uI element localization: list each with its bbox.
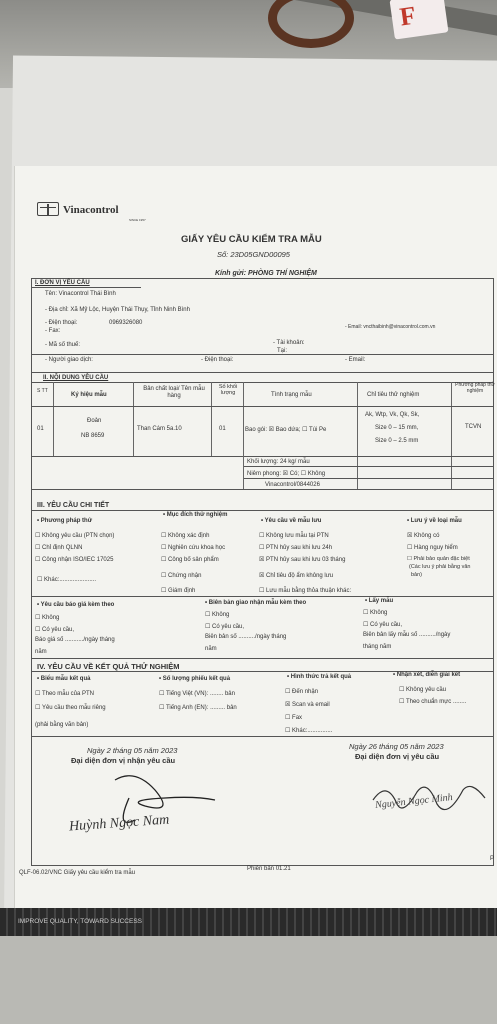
s4-sl-0: ☐ Tiếng Việt (VN): ........ bản	[159, 691, 235, 697]
s3-bb-2: Biên bản số ........../ngày tháng	[205, 634, 287, 640]
logo-subtext: SINCE 1957	[129, 218, 146, 222]
doc-number: Số: 23D05GND00095	[217, 250, 290, 259]
s3-luu-2: ☒ PTN hủy sau khi lưu 03 tháng	[259, 557, 346, 563]
s4-bm-1: ☐ Yêu cầu theo mẫu riêng	[35, 705, 106, 711]
r-so: 01	[219, 426, 226, 432]
signature-left	[75, 770, 225, 850]
s3-loai-title: • Lưu ý về loại mẫu	[407, 518, 462, 524]
s3-lm-0: ☐ Không	[363, 610, 388, 616]
s3-luu-4: ☐ Lưu mẫu bằng thỏa thuận khác:	[259, 588, 352, 594]
h-tinh-trang: Tình trạng mẫu	[271, 392, 312, 398]
h-phuong-phap: Phương pháp thử nghiệm	[455, 382, 495, 394]
s4-ht-title: • Hình thức trả kết quả	[287, 674, 352, 680]
s1-title: I. ĐƠN VỊ YÊU CẦU	[35, 280, 90, 286]
s3-lm-3: tháng năm	[363, 644, 392, 650]
rep-right: Đại diện đơn vị yêu cầu	[355, 752, 440, 761]
s3-md-4: ☐ Giám định	[161, 588, 196, 594]
r-ky-hieu-2: NB 8659	[81, 433, 105, 439]
col-line	[133, 382, 134, 456]
s3-bc-2: Báo giá số .........../ngày tháng	[35, 637, 115, 643]
s3-loai-0: ☒ Không có	[407, 533, 440, 539]
s3-loai-3: (Các lưu ý phải bằng văn	[409, 564, 471, 570]
s3-bb-0: ☐ Không	[205, 612, 230, 618]
col-line	[243, 382, 244, 456]
s1-mst: - Mã số thuế:	[45, 342, 81, 348]
s4-title: IV. YÊU CẦU VỀ KẾT QUẢ THỬ NGHIỆM	[37, 662, 180, 671]
rep-left: Đại diện đơn vị nhận yêu cầu	[71, 756, 176, 765]
r-ban-chat: Than Cám 5a.10	[137, 426, 182, 432]
s3-md-1: ☐ Nghiên cứu khoa học	[161, 545, 226, 551]
s3-lm-title: • Lấy mẫu	[365, 598, 394, 604]
s4-nx-1: ☐ Theo chuẩn mực ........	[399, 699, 467, 705]
col-line	[53, 382, 54, 456]
s3-md-3: ☐ Chứng nhận	[161, 573, 202, 579]
s3-pp-3: ☐ Khác:......................	[37, 577, 97, 583]
r-niem-phong: Niêm phong: ☒ Có; ☐ Không	[247, 471, 326, 477]
s3-md-0: ☐ Không xác định	[161, 533, 210, 539]
col-line	[243, 456, 244, 489]
s3-loai-1: ☐ Hàng nguy hiểm	[407, 545, 458, 551]
s4-sl-1: ☐ Tiếng Anh (EN): ......... bản	[159, 705, 237, 711]
row-line	[31, 456, 494, 457]
name-left: Huỳnh Ngọc Nam	[68, 812, 170, 835]
desk-bottom	[0, 936, 497, 1024]
s1-phone: 0969326080	[109, 320, 143, 326]
s3-luu-0: ☐ Không lưu mẫu tại PTN	[259, 533, 329, 539]
s3-bb-title: • Biên bản giao nhận mẫu kèm theo	[205, 600, 307, 606]
document-page	[14, 166, 497, 926]
s4-nx-title: • Nhận xét, diễn giải kết	[393, 672, 461, 678]
h-so: Số khối lượng	[218, 384, 238, 396]
col-line	[211, 382, 212, 456]
s1-tai-khoan: - Tài khoản:	[273, 340, 305, 346]
vinacontrol-logo	[37, 202, 59, 216]
s4-ht-1: ☒ Scan và email	[285, 702, 330, 708]
s3-lm-1: ☐ Có yêu cầu,	[363, 622, 403, 628]
s3-bc-title: • Yêu cầu báo giá kèm theo	[37, 602, 115, 608]
s4-sl-title: • Số lượng phiếu kết quả	[159, 676, 231, 682]
r-stt: 01	[37, 426, 44, 432]
col-line	[357, 382, 358, 489]
s3-pp-1: ☐ Chỉ định QLNN	[35, 545, 83, 551]
h-ban-chat: Bản chất loại/ Tên mẫu hàng	[143, 386, 205, 399]
s2-bottom	[31, 489, 494, 490]
s3-bb-1: ☐ Có yêu cầu,	[205, 624, 245, 630]
col-line	[451, 382, 452, 489]
s3-lm-2: Biên bản lấy mẫu số ........../ngày	[363, 632, 451, 638]
s1-bottom	[31, 372, 494, 373]
footer-version: Phiên bản 01.21	[247, 866, 291, 872]
slogan: IMPROVE QUALITY, TOWARD SUCCESS	[18, 918, 143, 925]
s4-nx-0: ☐ Không yêu cầu	[399, 687, 447, 693]
s1-nguoi-giao: - Người giao dịch:	[45, 357, 93, 363]
s1-tai: Tại:	[277, 348, 288, 354]
s3-luu-3: ☒ Chỉ tiêu độ ẩm không lưu	[259, 573, 334, 579]
row-line	[243, 466, 494, 467]
s1-ten: Tên: Vinacontrol Thái Bình	[45, 291, 116, 297]
s3-bc-0: ☐ Không	[35, 615, 60, 621]
s3-title: III. YÊU CẦU CHI TIẾT	[37, 502, 110, 509]
s1-dien-thoai2: - Điện thoại:	[201, 357, 234, 363]
s4-bm-2: (phải bằng văn bản)	[35, 722, 89, 728]
s3-luu-title: • Yêu cầu về mẫu lưu	[261, 518, 322, 524]
s3-pp-2: ☐ Công nhận ISO/IEC 17025	[35, 557, 114, 563]
s1-underline	[31, 287, 141, 288]
s4-ht-2: ☐ Fax	[285, 715, 303, 721]
logo-text: Vinacontrol	[63, 204, 119, 216]
s2-header-bottom	[31, 406, 494, 407]
r-chi-tieu-3: Size 0 – 2.5 mm	[375, 438, 419, 444]
s2-title: II. NỘI DUNG YÊU CẦU	[43, 375, 109, 381]
footer-band	[0, 908, 497, 936]
s3-bc-1: ☐ Có yêu cầu,	[35, 627, 75, 633]
kinh-gui: Kính gửi: PHÒNG THÍ NGHIỆM	[215, 270, 317, 277]
h-stt: S TT	[37, 388, 48, 394]
s1-divider	[31, 354, 494, 355]
s3-pp-title: • Phương pháp thử	[37, 518, 93, 524]
tag-letter: F	[397, 0, 418, 32]
s3-mid	[31, 596, 494, 597]
s3-bb-3: năm	[205, 646, 217, 652]
doc-title: GIẤY YÊU CẦU KIỂM TRA MẪU	[181, 234, 322, 245]
footer-code: QLF-06.02/VNC Giấy yêu cầu kiểm tra mẫu	[19, 870, 136, 876]
s1-dien-thoai: - Điện thoại:	[45, 320, 78, 326]
s1-dia-chi: - Địa chỉ: Xã Mỹ Lộc, Huyện Thái Thụy, Tỉnh Ninh Bình	[45, 307, 190, 313]
date-left: Ngày 2 tháng 05 năm 2023	[87, 746, 178, 755]
s4-ht-0: ☐ Đến nhận	[285, 689, 319, 695]
r-seal: Vinacontrol/0844026	[265, 482, 320, 488]
name-right: Nguyễn Ngọc Minh	[374, 791, 454, 812]
row-line	[243, 478, 494, 479]
s1-email2: - Email:	[345, 357, 366, 363]
r-khoi-luong: Khối lượng: 24 kg/ mẫu	[247, 459, 310, 465]
s1-fax: - Fax:	[45, 328, 61, 334]
s3-luu-1: ☐ PTN hủy sau khi lưu 24h	[259, 545, 333, 551]
s1-email: - Email: vncthaibinh@vinacontrol.com.vn	[345, 324, 436, 330]
s3-md-2: ☐ Công bố sản phẩm	[161, 557, 219, 563]
s4-bm-0: ☐ Theo mẫu của PTN	[35, 691, 94, 697]
r-ky-hieu-1: Đoản	[87, 418, 102, 424]
footer-page: P	[490, 856, 495, 862]
s3-bottom	[31, 658, 494, 659]
s3-bc-3: năm	[35, 649, 47, 655]
s3-pp-0: ☐ Không yêu cầu (PTN chọn)	[35, 533, 115, 539]
s3-top	[31, 510, 494, 511]
s3-loai-2: ☐ Phải bảo quản đặc biệt	[407, 556, 470, 562]
r-phuong-phap: TCVN	[465, 424, 482, 430]
r-chi-tieu-1: Ak, Wtp, Vk, Qk, Sk,	[365, 412, 420, 418]
r-tinh-trang: Bao gói: ☒ Bao dứa; ☐ Túi Pe	[245, 427, 327, 433]
h-ky-hieu: Ký hiệu mẫu	[71, 392, 107, 398]
r-chi-tieu-2: Size 0 – 15 mm,	[375, 425, 419, 431]
s3-md-title: • Mục đích thử nghiệm	[163, 512, 228, 518]
s4-bottom	[31, 736, 494, 737]
s4-bm-title: • Biểu mẫu kết quả	[37, 676, 91, 682]
date-right: Ngày 26 tháng 05 năm 2023	[349, 742, 444, 751]
s3-loai-4: bản)	[411, 572, 423, 578]
s4-ht-3: ☐ Khác:...............	[285, 728, 333, 734]
h-chi-tieu: Chỉ tiêu thử nghiệm	[367, 392, 420, 398]
s2-top	[31, 382, 494, 383]
